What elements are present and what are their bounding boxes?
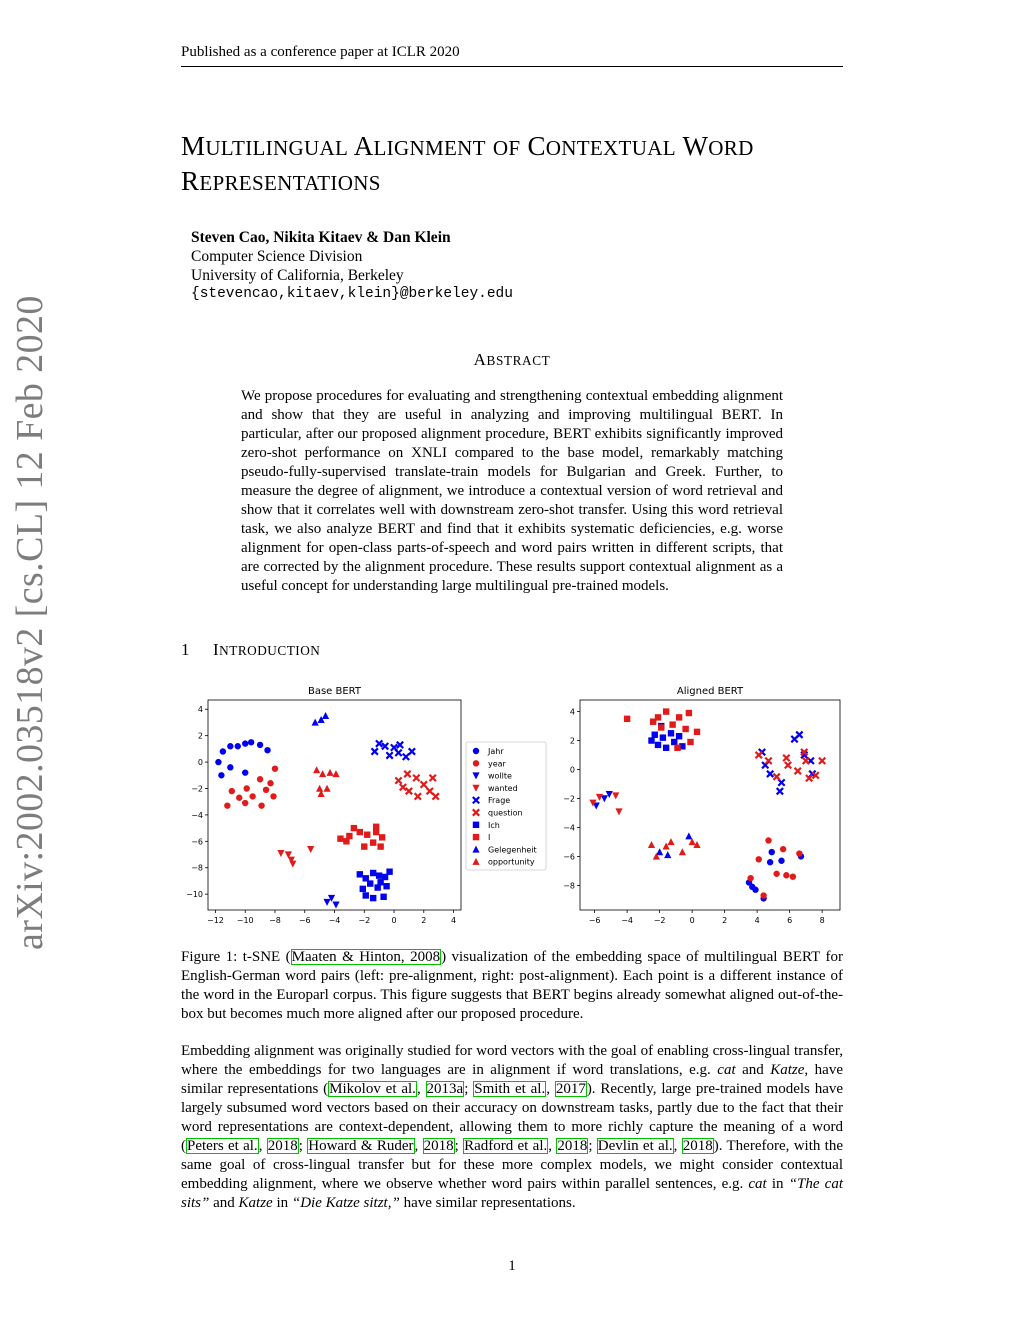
body-text: ,: [546, 1081, 555, 1097]
point-ich: [655, 742, 661, 748]
point-jahr: [242, 740, 248, 746]
point-ich: [377, 879, 383, 885]
citation-link[interactable]: 2018: [423, 1138, 454, 1154]
point-jahr: [749, 884, 755, 890]
point-i: [370, 839, 376, 845]
body-text: and: [735, 1062, 771, 1078]
legend-label: opportunity: [488, 857, 535, 867]
x-tick-label: −2: [653, 916, 666, 925]
x-tick-label: −4: [621, 916, 634, 925]
point-ich: [380, 894, 386, 900]
point-jahr: [235, 743, 241, 749]
figure-1: [170, 680, 850, 940]
section-heading: [181, 640, 320, 660]
y-tick-label: −4: [563, 823, 575, 833]
point-year: [249, 793, 255, 799]
x-tick-label: 4: [451, 916, 457, 925]
y-tick-label: 4: [197, 705, 203, 715]
legend-label: Jahr: [488, 747, 504, 756]
y-tick-label: −2: [191, 784, 203, 794]
author-university: University of California, Berkeley: [191, 267, 404, 284]
point-i: [658, 724, 664, 730]
legend-label: wollte: [488, 771, 512, 781]
point-year: [257, 776, 263, 782]
point-year: [796, 850, 802, 856]
x-tick-label: −10: [236, 916, 254, 925]
citation-link[interactable]: 2013a: [426, 1081, 464, 1097]
body-text: have similar representations.: [399, 1195, 576, 1211]
point-ich: [376, 872, 382, 878]
y-tick-label: −4: [191, 810, 203, 820]
y-tick-label: 4: [569, 707, 575, 717]
point-i: [674, 745, 680, 751]
caption-text: Figure 1: t-SNE (: [181, 949, 291, 965]
citation-link[interactable]: Peters et al.: [187, 1138, 258, 1154]
point-jahr: [767, 859, 773, 865]
body-text: Embedding alignment was originally studied for word vectors with the goal of enabling cross-lingual transfer, where the embeddings for two languages are in alignment if word translations, e.g.: [181, 1043, 843, 1078]
point-i: [357, 829, 363, 835]
author-names: Steven Cao, Nikita Kitaev & Dan Klein: [191, 229, 451, 246]
body-text: ,: [414, 1138, 423, 1154]
body-italic: cat: [748, 1176, 767, 1192]
point-i: [351, 825, 357, 831]
intro-paragraph: [181, 1042, 843, 1213]
legend-label: I: [488, 833, 491, 843]
point-ich: [370, 895, 376, 901]
citation-link[interactable]: Howard & Ruder: [308, 1138, 414, 1154]
x-tick-label: −8: [269, 916, 281, 925]
point-i: [663, 708, 669, 714]
point-ich: [671, 739, 677, 745]
point-i: [379, 834, 385, 840]
point-year: [267, 780, 273, 786]
point-year: [780, 846, 786, 852]
legend-label: Ich: [488, 820, 500, 830]
citation-link[interactable]: Devlin et al.: [597, 1138, 673, 1154]
point-i: [676, 714, 682, 720]
y-tick-label: −6: [563, 852, 575, 862]
point-jahr: [215, 759, 221, 765]
citation-link[interactable]: 2018: [682, 1138, 713, 1154]
legend-marker: [473, 760, 479, 766]
body-text: ;: [454, 1138, 464, 1154]
page-number: 1: [508, 1258, 516, 1274]
legend-label: Gelegenheit: [488, 845, 537, 855]
point-jahr: [769, 849, 775, 855]
figure-legend: [466, 742, 546, 870]
point-year: [270, 793, 276, 799]
point-ich: [360, 886, 366, 892]
body-text: ). Recently, large pre-trained models have largely subsumed word vectors based on their accuracy on downstream tasks, partly due to the fact that their word representations are context-dependent, allowing them to more richly capture the meaning of a word (: [181, 1081, 844, 1154]
caption-text: ) visualization of the embedding space of multilingual BERT for English-German word pairs (left: pre-alignment, right: post-alignment). Each point is a different instance of the word in the Europarl corpus. This figure suggests that BERT begins already somewhat aligned out-of-the-box but becomes much more aligned after our proposed procedure.: [181, 949, 843, 1022]
y-tick-label: 2: [569, 736, 575, 746]
arxiv-stamp: arXiv:2002.03518v2 [cs.CL] 12 Feb 2020: [9, 295, 51, 950]
point-jahr: [778, 858, 784, 864]
point-ich: [660, 734, 666, 740]
point-year: [790, 873, 796, 879]
body-italic: cat: [717, 1062, 736, 1078]
point-i: [694, 729, 700, 735]
plot-frame: [580, 700, 840, 910]
point-year: [243, 785, 249, 791]
x-tick-label: −2: [358, 916, 371, 925]
x-tick-label: −4: [328, 916, 341, 925]
citation-link[interactable]: Maaten & Hinton, 2008: [291, 949, 441, 965]
body-text: , have similar representations (: [181, 1062, 843, 1097]
point-year: [263, 787, 269, 793]
body-text: and: [209, 1195, 239, 1211]
point-jahr: [218, 772, 224, 778]
point-ich: [663, 745, 669, 751]
base-bert-plot: [186, 686, 461, 925]
point-i: [377, 843, 383, 849]
body-italic: “Die Katze sitzt,”: [291, 1195, 400, 1211]
header-rule: [181, 66, 843, 67]
section-title: INTRODUCTION: [213, 640, 321, 659]
point-i: [650, 719, 656, 725]
legend-label: Frage: [488, 796, 511, 806]
point-i: [624, 716, 630, 722]
citation-link[interactable]: Smith et al.: [474, 1081, 546, 1097]
point-ich: [363, 892, 369, 898]
point-jahr: [220, 748, 226, 754]
point-i: [682, 726, 688, 732]
citation-link[interactable]: Mikolov et al.: [329, 1081, 416, 1097]
body-text: in: [272, 1195, 292, 1211]
point-year: [258, 802, 264, 808]
point-ich: [386, 868, 392, 874]
body-text: ;: [464, 1081, 474, 1097]
legend-label: year: [488, 759, 506, 769]
point-year: [773, 871, 779, 877]
point-i: [361, 843, 367, 849]
y-tick-label: −10: [186, 890, 203, 900]
point-year: [783, 872, 789, 878]
x-tick-label: 4: [754, 916, 760, 925]
body-text: ,: [673, 1138, 682, 1154]
point-year: [760, 892, 766, 898]
point-i: [337, 835, 343, 841]
x-tick-label: 8: [819, 916, 825, 925]
x-tick-label: 2: [421, 916, 427, 925]
point-jahr: [242, 769, 248, 775]
author-email[interactable]: {stevencao,kitaev,klein}@berkeley.edu: [191, 286, 513, 302]
point-i: [687, 739, 693, 745]
point-jahr: [257, 742, 263, 748]
point-ich: [648, 737, 654, 743]
paper-title: [181, 130, 861, 200]
legend-label: question: [488, 808, 523, 818]
plot-title: Aligned BERT: [676, 686, 744, 697]
point-ich: [370, 870, 376, 876]
legend-marker: [473, 822, 479, 828]
y-tick-label: −8: [563, 881, 575, 891]
point-jahr: [227, 743, 233, 749]
section-number: 1: [181, 640, 190, 659]
title-line-2: REPRESENTATIONS: [181, 166, 381, 196]
x-tick-label: −6: [588, 916, 601, 925]
y-tick-label: −6: [191, 837, 203, 847]
point-year: [272, 765, 278, 771]
point-i: [364, 832, 370, 838]
point-ich: [652, 732, 658, 738]
point-year: [224, 802, 230, 808]
abstract-text: We propose procedures for evaluating and strengthening contextual embedding alignment and show that they are useful in analyzing and improving multilingual BERT. In particular, after our proposed alignment procedure, BERT exhibits significantly improved zero-shot performance on XNLI compared to the base model, remarkably matching pseudo-fully-supervised translate-train models for Bulgarian and Greek. Further, to measure the degree of alignment, we introduce a contextual version of word retrieval and show that it correlates well with downstream zero-shot transfer. Using this word retrieval task, we also analyze BERT and find that it exhibits systematic deficiencies, e.g. worse alignment for open-class parts-of-speech and word pairs written in different scripts, that are corrected by the alignment procedure. These results support contextual alignment as a useful concept for understanding large multilingual pre-trained models.: [241, 388, 783, 594]
y-tick-label: 0: [197, 758, 203, 768]
y-tick-label: 0: [569, 765, 575, 775]
point-ich: [668, 730, 674, 736]
point-i: [343, 838, 349, 844]
point-ich: [383, 883, 389, 889]
x-tick-label: −6: [298, 916, 311, 925]
aligned-bert-plot: [563, 686, 840, 925]
point-jahr: [264, 747, 270, 753]
x-tick-label: 0: [689, 916, 695, 925]
legend-label: wanted: [488, 783, 518, 793]
legend-marker: [473, 834, 479, 840]
body-italic: “The cat sits”: [181, 1176, 843, 1211]
abstract-heading: ABSTRACT: [473, 350, 551, 369]
point-year: [229, 788, 235, 794]
x-tick-label: 0: [391, 916, 397, 925]
point-jahr: [248, 739, 254, 745]
author-division: Computer Science Division: [191, 248, 363, 265]
point-year: [765, 837, 771, 843]
plot-title: Base BERT: [307, 686, 362, 697]
body-text: ;: [298, 1138, 308, 1154]
point-i: [669, 721, 675, 727]
author-block: [191, 228, 513, 304]
point-year: [747, 875, 753, 881]
y-tick-label: 2: [197, 731, 203, 741]
body-italic: Katze: [238, 1195, 273, 1211]
citation-link[interactable]: 2017: [555, 1081, 586, 1097]
y-tick-label: −8: [191, 863, 203, 873]
point-ich: [367, 880, 373, 886]
x-tick-label: 2: [722, 916, 728, 925]
point-year: [242, 800, 248, 806]
point-year: [756, 856, 762, 862]
running-header: Published as a conference paper at ICLR 2020: [181, 44, 460, 60]
citation-link[interactable]: 2018: [267, 1138, 298, 1154]
y-tick-label: −2: [563, 794, 575, 804]
figure-caption: [181, 948, 843, 1024]
point-i: [686, 710, 692, 716]
body-text: in: [766, 1176, 789, 1192]
legend-marker: [473, 748, 479, 754]
point-ich: [357, 871, 363, 877]
point-ich: [676, 733, 682, 739]
body-text: ). Therefore, with the same goal of cross-lingual transfer but for these more complex models, we might consider contextual embedding alignment, where we observe whether word pairs within parallel sentences, e.g.: [181, 1138, 843, 1192]
citation-link[interactable]: Radford et al.: [464, 1138, 548, 1154]
body-text: ,: [548, 1138, 557, 1154]
x-tick-label: 6: [787, 916, 793, 925]
point-jahr: [227, 764, 233, 770]
x-tick-label: −12: [206, 916, 224, 925]
body-text: ;: [588, 1138, 597, 1154]
body-italic: Katze: [770, 1062, 805, 1078]
citation-link[interactable]: 2018: [557, 1138, 588, 1154]
point-year: [236, 795, 242, 801]
body-text: ,: [258, 1138, 267, 1154]
title-line-1: MULTILINGUAL ALIGNMENT OF CONTEXTUAL WORD: [181, 131, 754, 161]
point-i: [373, 824, 379, 830]
body-text: ,: [416, 1081, 426, 1097]
